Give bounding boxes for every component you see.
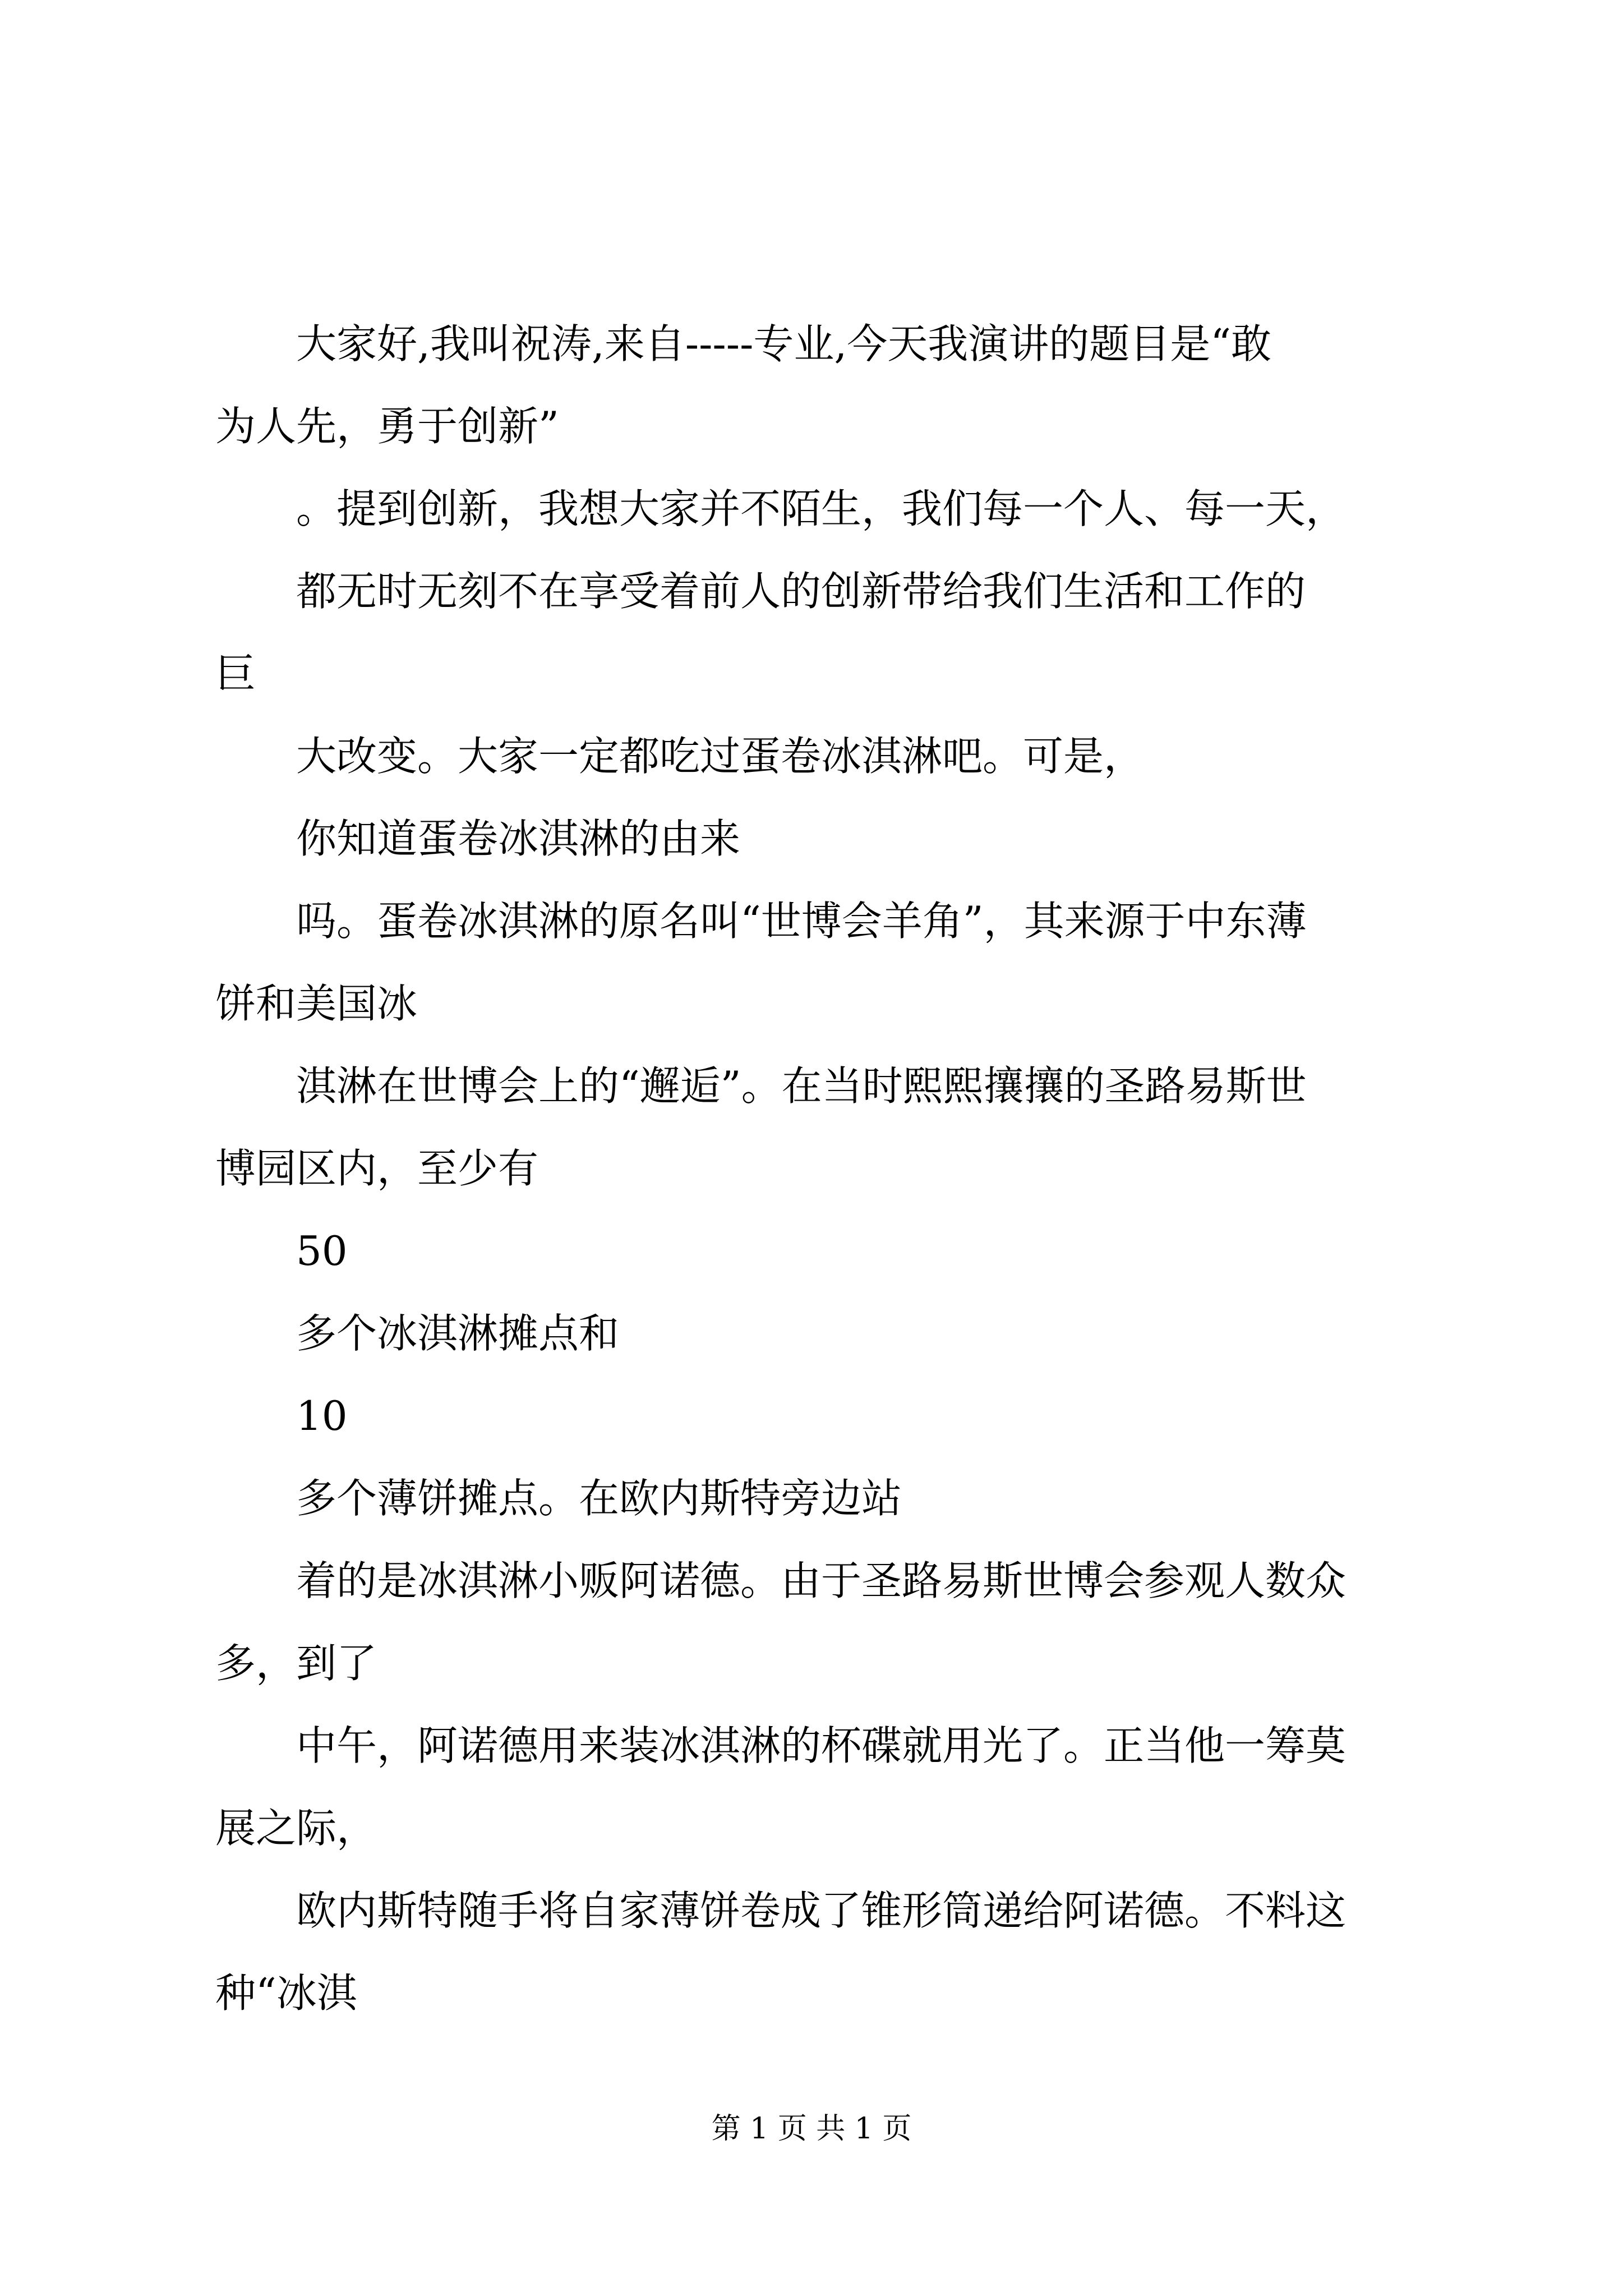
page-number-footer: 第 1 页 共 1 页: [711, 2112, 912, 2146]
text-line: 欧内斯特随手将自家薄饼卷成了锥形筒递给阿诺德。不料这: [215, 1887, 1347, 1934]
text-line: 种“冰淇: [215, 1970, 357, 2017]
text-line: 都无时无刻不在享受着前人的创新带给我们生活和工作的: [215, 568, 1306, 615]
text-line: 展之际，: [215, 1805, 377, 1852]
text-line: 中午，阿诺德用来装冰淇淋的杯碟就用光了。正当他一筹莫: [215, 1722, 1347, 1769]
text-line: 吗。蛋卷冰淇淋的原名叫“世博会羊角”，其来源于中东薄: [215, 898, 1307, 945]
text-line: 。提到创新，我想大家并不陌生，我们每一个人、每一天，: [215, 485, 1347, 532]
text-line: 着的是冰淇淋小贩阿诺德。由于圣路易斯世博会参观人数众: [215, 1557, 1347, 1604]
text-line: 巨: [215, 650, 256, 697]
text-line: 50: [215, 1227, 348, 1274]
text-line: 饼和美国冰: [215, 980, 418, 1027]
text-line: 多，到了: [215, 1640, 377, 1687]
text-line: 大家好,我叫祝涛,来自-----专业,今天我演讲的题目是“敢: [215, 320, 1272, 367]
text-line: 你知道蛋卷冰淇淋的由来: [215, 815, 741, 862]
speech-body: [215, 303, 1410, 2035]
text-line: 多个冰淇淋摊点和: [215, 1310, 620, 1357]
text-line: 为人先，勇于创新”: [215, 403, 559, 450]
text-line: 多个薄饼摊点。在欧内斯特旁边站: [215, 1475, 902, 1522]
text-line: 淇淋在世博会上的“邂逅”。在当时熙熙攘攘的圣路易斯世: [215, 1062, 1307, 1110]
text-line: 10: [215, 1392, 348, 1439]
text-line: 大改变。大家一定都吃过蛋卷冰淇淋吧。可是，: [215, 733, 1145, 780]
text-line: 博园区内，至少有: [215, 1145, 539, 1192]
